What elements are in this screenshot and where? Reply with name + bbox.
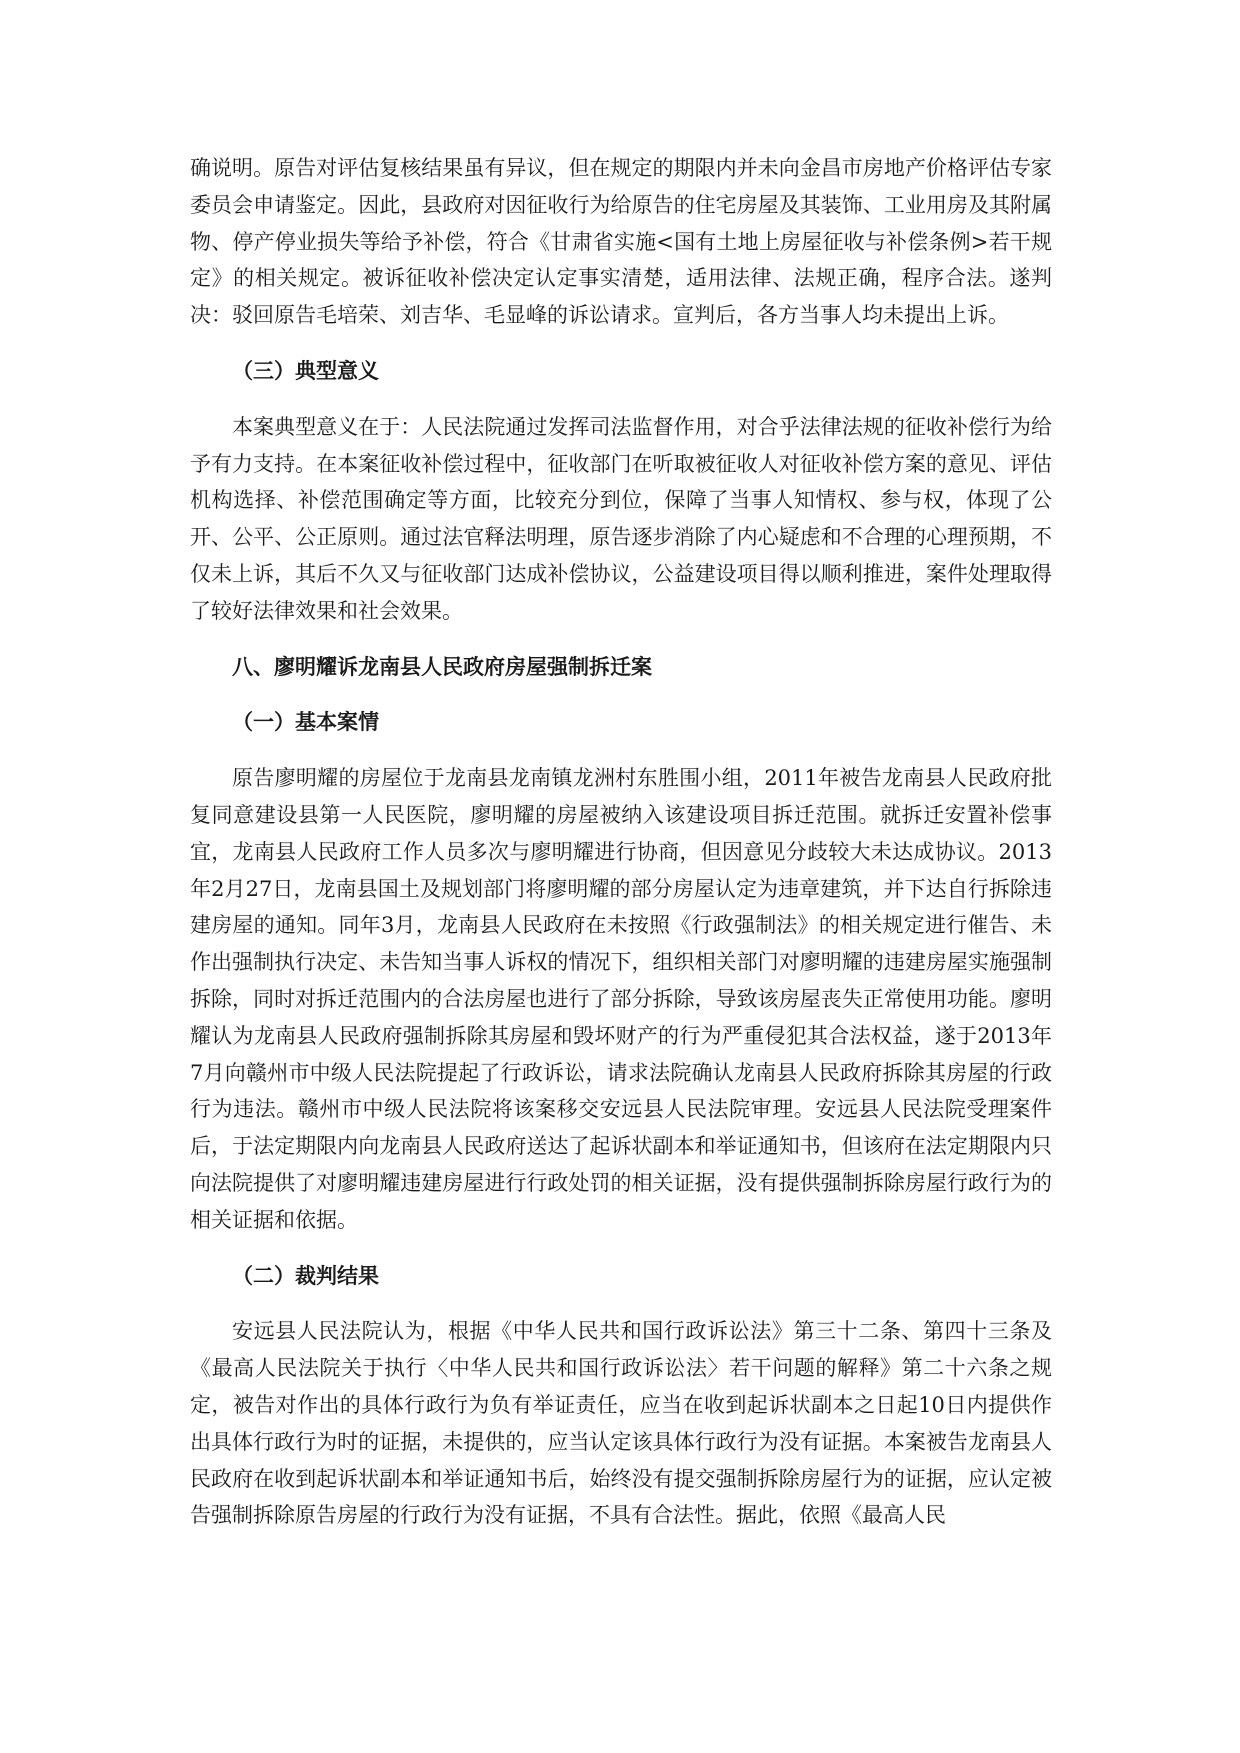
paragraph-judgment-result: 安远县人民法院认为，根据《中华人民共和国行政诉讼法》第三十二条、第四十三条及《最高人民法院关于执行〈中华人民共和国行政诉讼法〉若干问题的解释》第二十六条之规定，被告对作出的具体行政行为负有举证责任，应当在收到起诉状副本之日起10日内提供作出具体行政行为时的证据，未提供的，应当认定该具体行政行为没有证据。本案被告龙南县人民政府在收到起诉状副本和举证通知书后，始终没有提交强制拆除房屋行为的证据，应认定被告强制拆除原告房屋的行政行为没有证据，不具有合法性。据此，依照《最高人民 xyxy=(190,1319,1052,1528)
paragraph-basic-facts: 原告廖明耀的房屋位于龙南县龙南镇龙洲村东胜围小组，2011年被告龙南县人民政府批复同意建设县第一人民医院，廖明耀的房屋被纳入该建设项目拆迁范围。就拆迁安置补偿事宜，龙南县人民政府工作人员多次与廖明耀进行协商，但因意见分歧较大未达成协议。2013年2月27日，龙南县国土及规划部门将廖明耀的部分房屋认定为违章建筑，并下达自行拆除违建房屋的通知。同年3月，龙南县人民政府在未按照《行政强制法》的相关规定进行催告、未作出强制执行决定、未告知当事人诉权的情况下，组织相关部门对廖明耀的违建房屋实施强制拆除，同时对拆迁范围内的合法房屋也进行了部分拆除，导致该房屋丧失正常使用功能。廖明耀认为龙南县人民政府强制拆除其房屋和毁坏财产的行为严重侵犯其合法权益，遂于2013年7月向赣州市中级人民法院提起了行政诉讼，请求法院确认龙南县人民政府拆除其房屋的行政行为违法。赣州市中级人民法院将该案移交安远县人民法院审理。安远县人民法院受理案件后，于法定期限内向龙南县人民政府送达了起诉状副本和举证通知书，但该府在法定期限内只向法院提供了对廖明耀违建房屋进行行政处罚的相关证据，没有提供强制拆除房屋行政行为的相关证据和依据。 xyxy=(190,766,1052,1232)
heading-case-eight: 八、廖明耀诉龙南县人民政府房屋强制拆迁案 xyxy=(232,654,652,679)
paragraph-review-conclusion: 确说明。原告对评估复核结果虽有异议，但在规定的期限内并未向金昌市房地产价格评估专家委员会申请鉴定。因此，县政府对因征收行为给原告的住宅房屋及其装饰、工业用房及其附属物、停产停业损失等给予补偿，符合《甘肃省实施<国有土地上房屋征收与补偿条例>若干规定》的相关规定。被诉征收补偿决定认定事实清楚，适用法律、法规正确，程序合法。遂判决：驳回原告毛培荣、刘吉华、毛显峰的诉讼请求。宣判后，各方当事人均未提出上诉。 xyxy=(190,156,1052,328)
heading-basic-facts: （一）基本案情 xyxy=(232,710,379,735)
paragraph-typical-significance: 本案典型意义在于：人民法院通过发挥司法监督作用，对合乎法律法规的征收补偿行为给予有力支持。在本案征收补偿过程中，征收部门在听取被征收人对征收补偿方案的意见、评估机构选择、补偿范围确定等方面，比较充分到位，保障了当事人知情权、参与权，体现了公开、公平、公正原则。通过法官释法明理，原告逐步消除了内心疑虑和不合理的心理预期，不仅未上诉，其后不久又与征收部门达成补偿协议，公益建设项目得以顺利推进，案件处理取得了较好法律效果和社会效果。 xyxy=(190,414,1052,623)
heading-judgment-result: （二）裁判结果 xyxy=(232,1263,379,1288)
document-page xyxy=(190,150,1052,1534)
heading-typical-significance: （三）典型意义 xyxy=(232,358,379,383)
